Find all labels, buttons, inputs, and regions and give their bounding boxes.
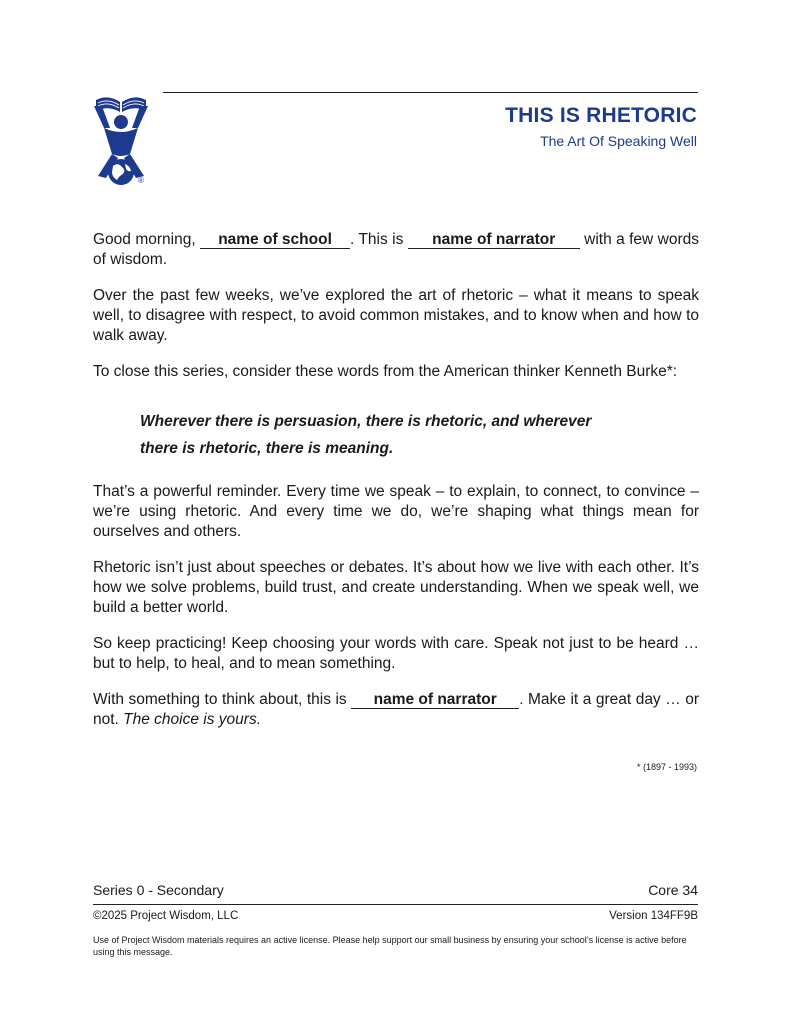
version: Version 134FF9B — [609, 910, 698, 922]
narrator-name-blank-2: name of narrator — [351, 691, 519, 709]
page-title: THIS IS RHETORIC — [505, 104, 697, 127]
page-subtitle: The Art Of Speaking Well — [540, 133, 697, 149]
paragraph-intro: Over the past few weeks, we’ve explored the art of rhetoric – what it means to speak well, to disagree with respect, to avoid common mistakes, and to know when and how to walk away. — [93, 287, 699, 344]
school-name-blank: name of school — [200, 231, 350, 249]
header-rule — [163, 92, 698, 93]
paragraph-rhetoric: Rhetoric isn’t just about speeches or debates. It’s about how we live with each other. It’s how we solve problems, build trust, and create understanding. When we speak well, we build a better world. — [93, 559, 699, 616]
burke-quote — [140, 408, 640, 462]
registered-mark: ® — [138, 176, 144, 185]
footer-series-row — [93, 882, 698, 898]
quote-line-2: there is rhetoric, there is meaning. — [140, 440, 394, 457]
footnote-dates: * (1897 - 1993) — [636, 762, 697, 772]
narrator-name-blank: name of narrator — [408, 231, 580, 249]
paragraph-practice: So keep practicing! Keep choosing your words with care. Speak not just to be heard … but to help, to heal, and to mean something. — [93, 635, 699, 672]
license-notice: Use of Project Wisdom materials requires an active license. Please help support our small business by ensuring your school’s license is active before using this message. — [93, 935, 687, 957]
footer-copyright-row — [93, 910, 698, 922]
message-body — [93, 230, 699, 746]
quote-line-1: Wherever there is persuasion, there is rhetoric, and wherever — [140, 413, 592, 430]
core-label: Core 34 — [648, 882, 698, 898]
paragraph-reminder: That’s a powerful reminder. Every time we speak – to explain, to connect, to convince – we’re using rhetoric. And every time we do, we’re shaping what things mean for ourselves and others. — [93, 483, 699, 540]
paragraph-series-close: To close this series, consider these words from the American thinker Kenneth Burke*: — [93, 363, 678, 380]
paragraph-closing: With something to think about, this is name of narrator . Make it a great day … or not. The choice is yours. — [93, 691, 699, 728]
copyright: ©2025 Project Wisdom, LLC — [93, 910, 239, 922]
footer-rule — [93, 904, 698, 905]
paragraph-greeting: Good morning, name of school . This is name of narrator with a few words of wisdom. — [93, 231, 699, 268]
series-label: Series 0 - Secondary — [93, 882, 224, 898]
